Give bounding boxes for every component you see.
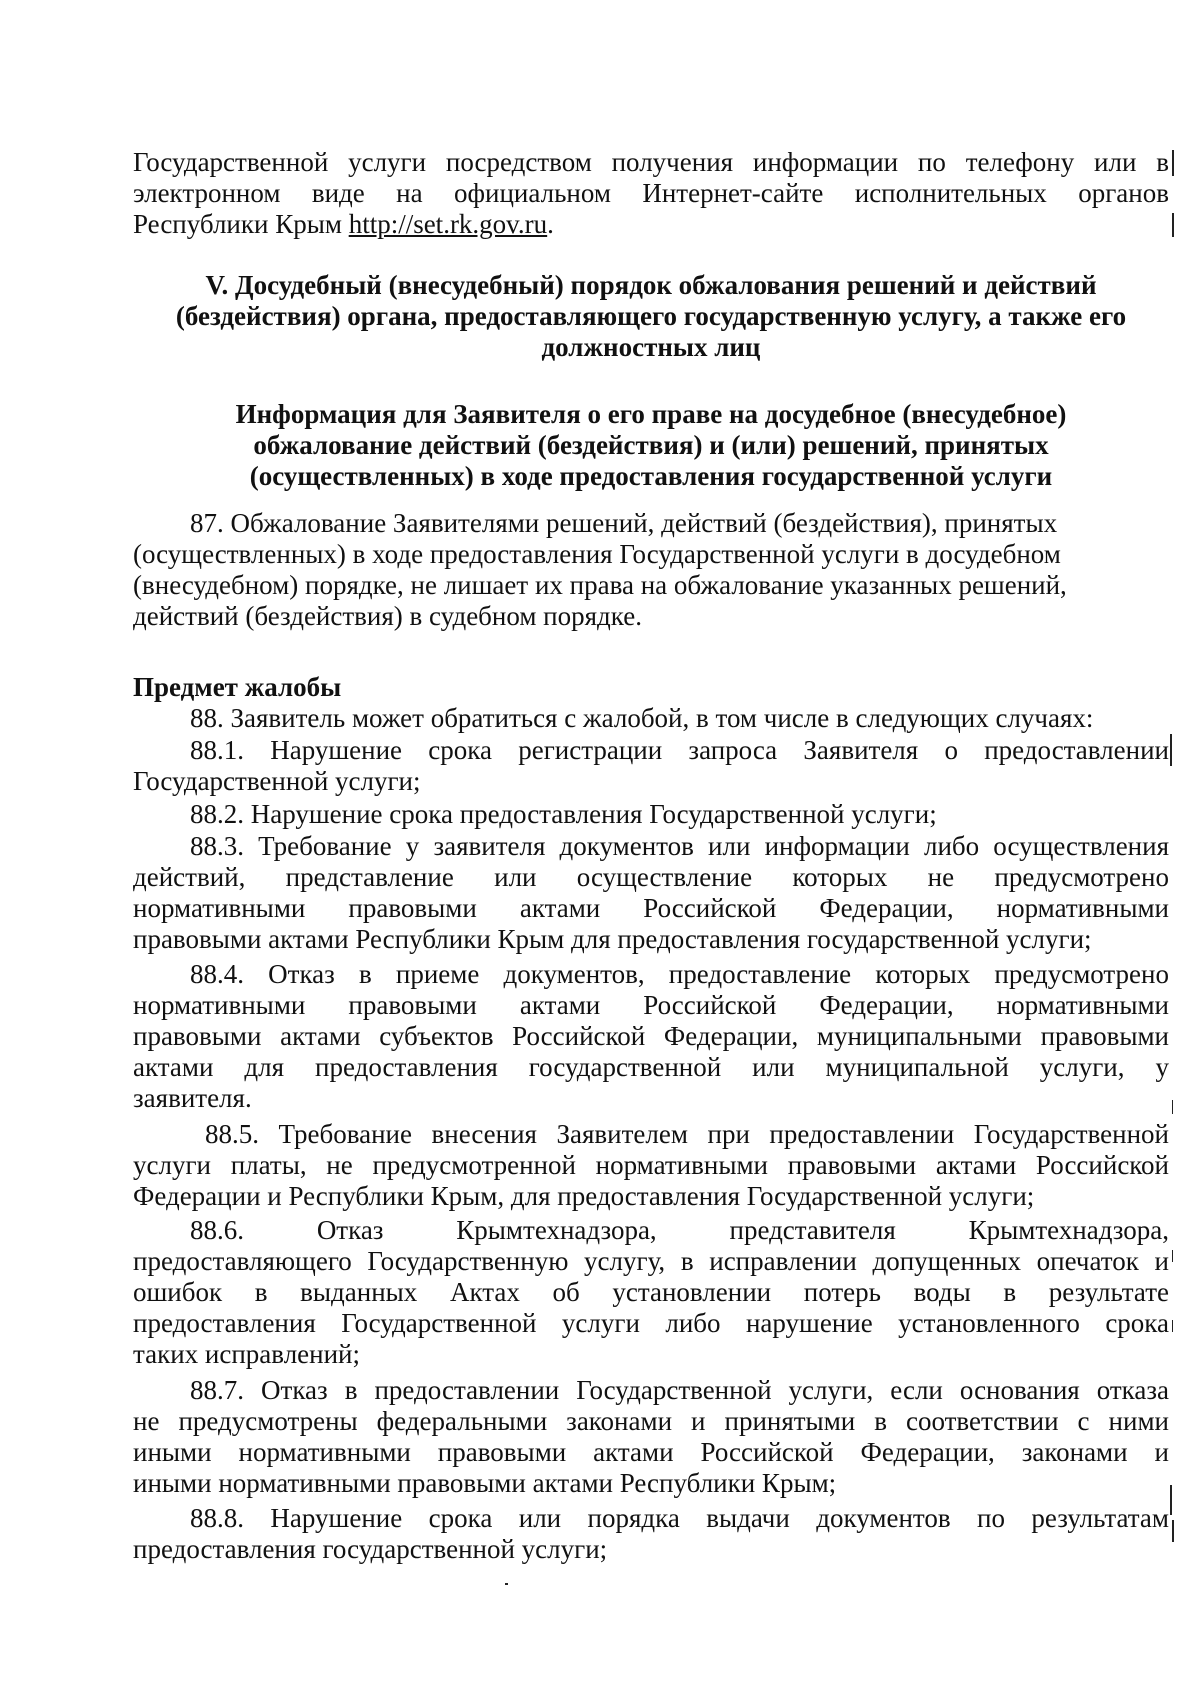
p88-1-line-1: 88.1. Нарушение срока регистрации запроса Заявителя о предоставлении (190, 735, 1169, 765)
p88-6-line-3: ошибок в выданных Актах об установлении потерь воды в результате (133, 1277, 1169, 1307)
paragraph-88 (133, 703, 1169, 734)
p88-7-line-2: не предусмотрены федеральными законами и принятыми в соответствии с ними (133, 1406, 1169, 1436)
p87-line-4: действий (бездействия) в судебном порядке. (133, 601, 642, 631)
p88-6-line-5: таких исправлений; (133, 1339, 360, 1369)
p88-line: 88. Заявитель может обратиться с жалобой, в том числе в следующих случаях: (190, 703, 1094, 733)
p88-6-line-2: предоставляющего Государственную услугу, в исправлении допущенных опечаток и (133, 1246, 1169, 1276)
p88-4-line-1: 88.4. Отказ в приеме документов, предоставление которых предусмотрено (190, 959, 1169, 989)
paragraph-88-6 (133, 1215, 1169, 1370)
p88-6-line-1: 88.6. Отказ Крымтехнадзора, представителя Крымтехнадзора, (190, 1215, 1169, 1245)
paragraph-88-3 (133, 831, 1169, 955)
scan-edge-mark (1170, 1485, 1172, 1515)
p88-5-line-1: 88.5. Требование внесения Заявителем при предоставлении Государственной (205, 1119, 1169, 1149)
p87-line-3: (внесудебном) порядке, не лишает их права на обжалование указанных решений, (133, 570, 1067, 600)
section-heading-line-1: V. Досудебный (внесудебный) порядок обжалования решений и действий (205, 270, 1097, 300)
scan-dot (505, 1583, 508, 1585)
p88-3-line-1: 88.3. Требование у заявителя документов или информации либо осуществления (190, 831, 1169, 861)
p88-7-line-3: иными нормативными правовыми актами Российской Федерации, законами и (133, 1437, 1169, 1467)
paragraph-87 (133, 508, 1169, 632)
scan-edge-mark (1172, 1100, 1173, 1114)
intro-line-3 (133, 209, 1169, 240)
p88-6-line-4: предоставления Государственной услуги либо нарушение установленного срока (133, 1308, 1169, 1338)
p88-4-line-4: актами для предоставления государственной или муниципальной услуги, у (133, 1052, 1169, 1082)
section-heading-line-3: должностных лиц (541, 332, 761, 362)
p88-4-line-2: нормативными правовыми актами Российской Федерации, нормативными (133, 990, 1169, 1020)
p88-4-line-3: правовыми актами субъектов Российской Федерации, муниципальными правовыми (133, 1021, 1169, 1051)
intro-line-3-prefix: Республики Крым (133, 209, 349, 239)
intro-paragraph (133, 147, 1169, 240)
info-heading-line-2: обжалование действий (бездействия) и (или) решений, принятых (253, 430, 1049, 460)
subject-heading: Предмет жалобы (133, 672, 342, 702)
scan-edge-mark (1172, 150, 1174, 176)
p88-3-line-3: нормативными правовыми актами Российской Федерации, нормативными (133, 893, 1169, 923)
p87-line-1: 87. Обжалование Заявителями решений, действий (бездействия), принятых (190, 508, 1058, 538)
scan-edge-mark (1172, 1520, 1174, 1542)
scan-edge-mark (1172, 1250, 1173, 1262)
p88-7-line-4: иными нормативными правовыми актами Республики Крым; (133, 1468, 837, 1498)
p88-2-line: 88.2. Нарушение срока предоставления Государственной услуги; (190, 799, 937, 829)
section-heading-line-2: (бездействия) органа, предоставляющего государственную услугу, а также его (175, 301, 1127, 331)
scan-edge-mark (1172, 1320, 1173, 1332)
intro-line-2: электронном виде на официальном Интернет-сайте исполнительных органов (133, 178, 1169, 208)
p88-8-line-2: предоставления государственной услуги; (133, 1534, 608, 1564)
p88-4-line-5: заявителя. (133, 1083, 252, 1113)
section-v-heading (133, 270, 1169, 363)
p88-5-line-3: Федерации и Республики Крым, для предоставления Государственной услуги; (133, 1181, 1035, 1211)
paragraph-88-8 (133, 1503, 1169, 1565)
intro-line-3-suffix: . (547, 209, 554, 239)
scan-edge-mark (1170, 734, 1172, 766)
scan-edge-mark (1172, 213, 1174, 237)
p87-line-2: (осуществленных) в ходе предоставления Государственной услуги в досудебном (133, 539, 1061, 569)
paragraph-88-4 (133, 959, 1169, 1114)
paragraph-88-1 (133, 735, 1169, 797)
p88-1-line-2: Государственной услуги; (133, 766, 421, 796)
info-heading (133, 399, 1169, 492)
paragraph-88-7 (133, 1375, 1169, 1499)
website-link[interactable]: http://set.rk.gov.ru (348, 209, 548, 239)
p88-5-line-2: услуги платы, не предусмотренной нормативными правовыми актами Российской (133, 1150, 1169, 1180)
p88-3-line-4: правовыми актами Республики Крым для предоставления государственной услуги; (133, 924, 1092, 954)
info-heading-line-1: Информация для Заявителя о его праве на досудебное (внесудебное) (235, 399, 1067, 429)
p88-7-line-1: 88.7. Отказ в предоставлении Государственной услуги, если основания отказа (190, 1375, 1169, 1405)
paragraph-88-5 (133, 1119, 1169, 1212)
p88-8-line-1: 88.8. Нарушение срока или порядка выдачи документов по результатам (190, 1503, 1169, 1533)
info-heading-line-3: (осуществленных) в ходе предоставления государственной услуги (249, 461, 1053, 491)
intro-line-1: Государственной услуги посредством получения информации по телефону или в (133, 147, 1169, 177)
p88-3-line-2: действий, представление или осуществление которых не предусмотрено (133, 862, 1169, 892)
paragraph-88-2 (133, 799, 1169, 830)
